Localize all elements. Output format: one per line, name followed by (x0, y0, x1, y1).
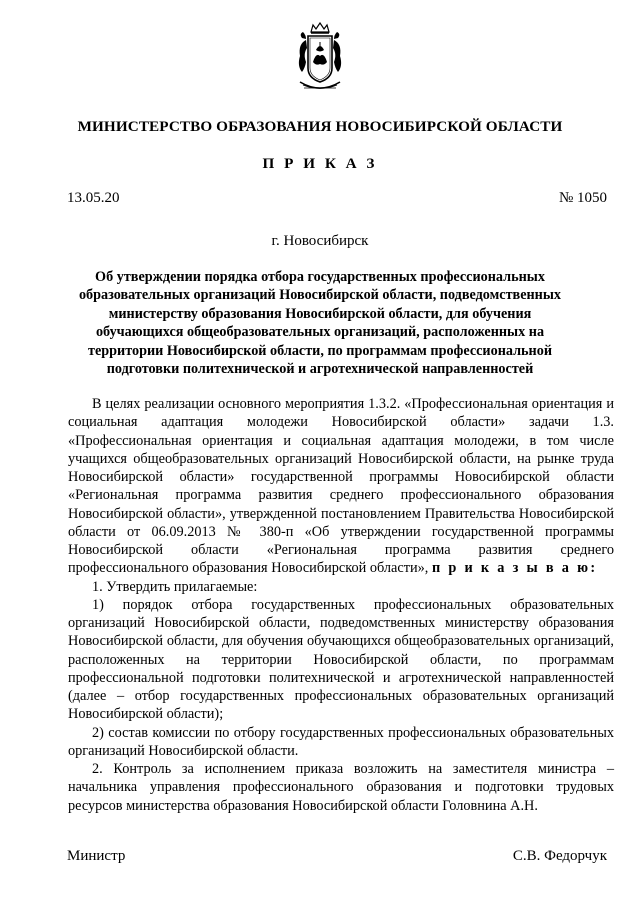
order-title: П Р И К А З (262, 155, 378, 172)
coat-of-arms-icon (294, 22, 346, 98)
item-1-1: 1) порядок отбора государственных профессиональных образовательных организаций Новосибирской области, подведомственных министерству образования Новосибирской области, для обучения обучающихся общеобразовательных организаций, расположенных на территории Новосибирской области, по программам профессиональной подготовки политехнической и агротехнической направленностей (далее – отбор государственных профессиональных образовательных организаций Новосибирской области); (68, 596, 614, 723)
item-2: 2. Контроль за исполнением приказа возложить на заместителя министра – начальника управления профессионального образования и подготовки трудовых ресурсов министерства образования Новосибирской области Головнина А.Н. (68, 761, 614, 814)
item-1-2: 2) состав комиссии по отбору государственных профессиональных образовательных организаций Новосибирской области. (68, 724, 614, 759)
preamble-paragraph (68, 395, 614, 578)
order-body (68, 395, 614, 815)
signatory-name: С.В. Федорчук (512, 848, 607, 864)
order-word: п р и к а з ы в а ю: (431, 560, 598, 577)
order-subject: Об утверждении порядка отбора государственных профессиональных образовательных организаций Новосибирской области, подведомственных министерству образования Новосибирской области, для обучения обучающихся общеобразовательных организаций, расположенных на территории Новосибирской области, по программам профессиональной подготовки политехнической и агротехнической направленностей (78, 269, 562, 378)
ministry-name: МИНИСТЕРСТВО ОБРАЗОВАНИЯ НОВОСИБИРСКОЙ ОБЛАСТИ (77, 118, 563, 135)
city: г. Новосибирск (271, 233, 369, 249)
signatory-position: Министр (67, 848, 126, 864)
order-number: № 1050 (558, 190, 607, 206)
order-date: 13.05.20 (67, 190, 120, 206)
preamble-text: В целях реализации основного мероприятия 1.3.2. «Профессиональная ориентация и социальная адаптация молодежи Новосибирской области» задачи 1.3. «Профессиональная ориентация и социальная адаптация молодежи, в том числе учащихся общеобразовательных организаций Новосибирской области, на рынке труда Новосибирской области» государственной программы Новосибирской области «Региональная программа развития среднего профессионального образования Новосибирской области», утвержденной постановлением Правительства Новосибирской области от 06.09.2013 № 380-п «Об утверждении государственной программы Новосибирской области «Региональная программа развития среднего профессионального образования Новосибирской области», (68, 396, 614, 577)
item-1: 1. Утвердить прилагаемые: (92, 578, 258, 595)
